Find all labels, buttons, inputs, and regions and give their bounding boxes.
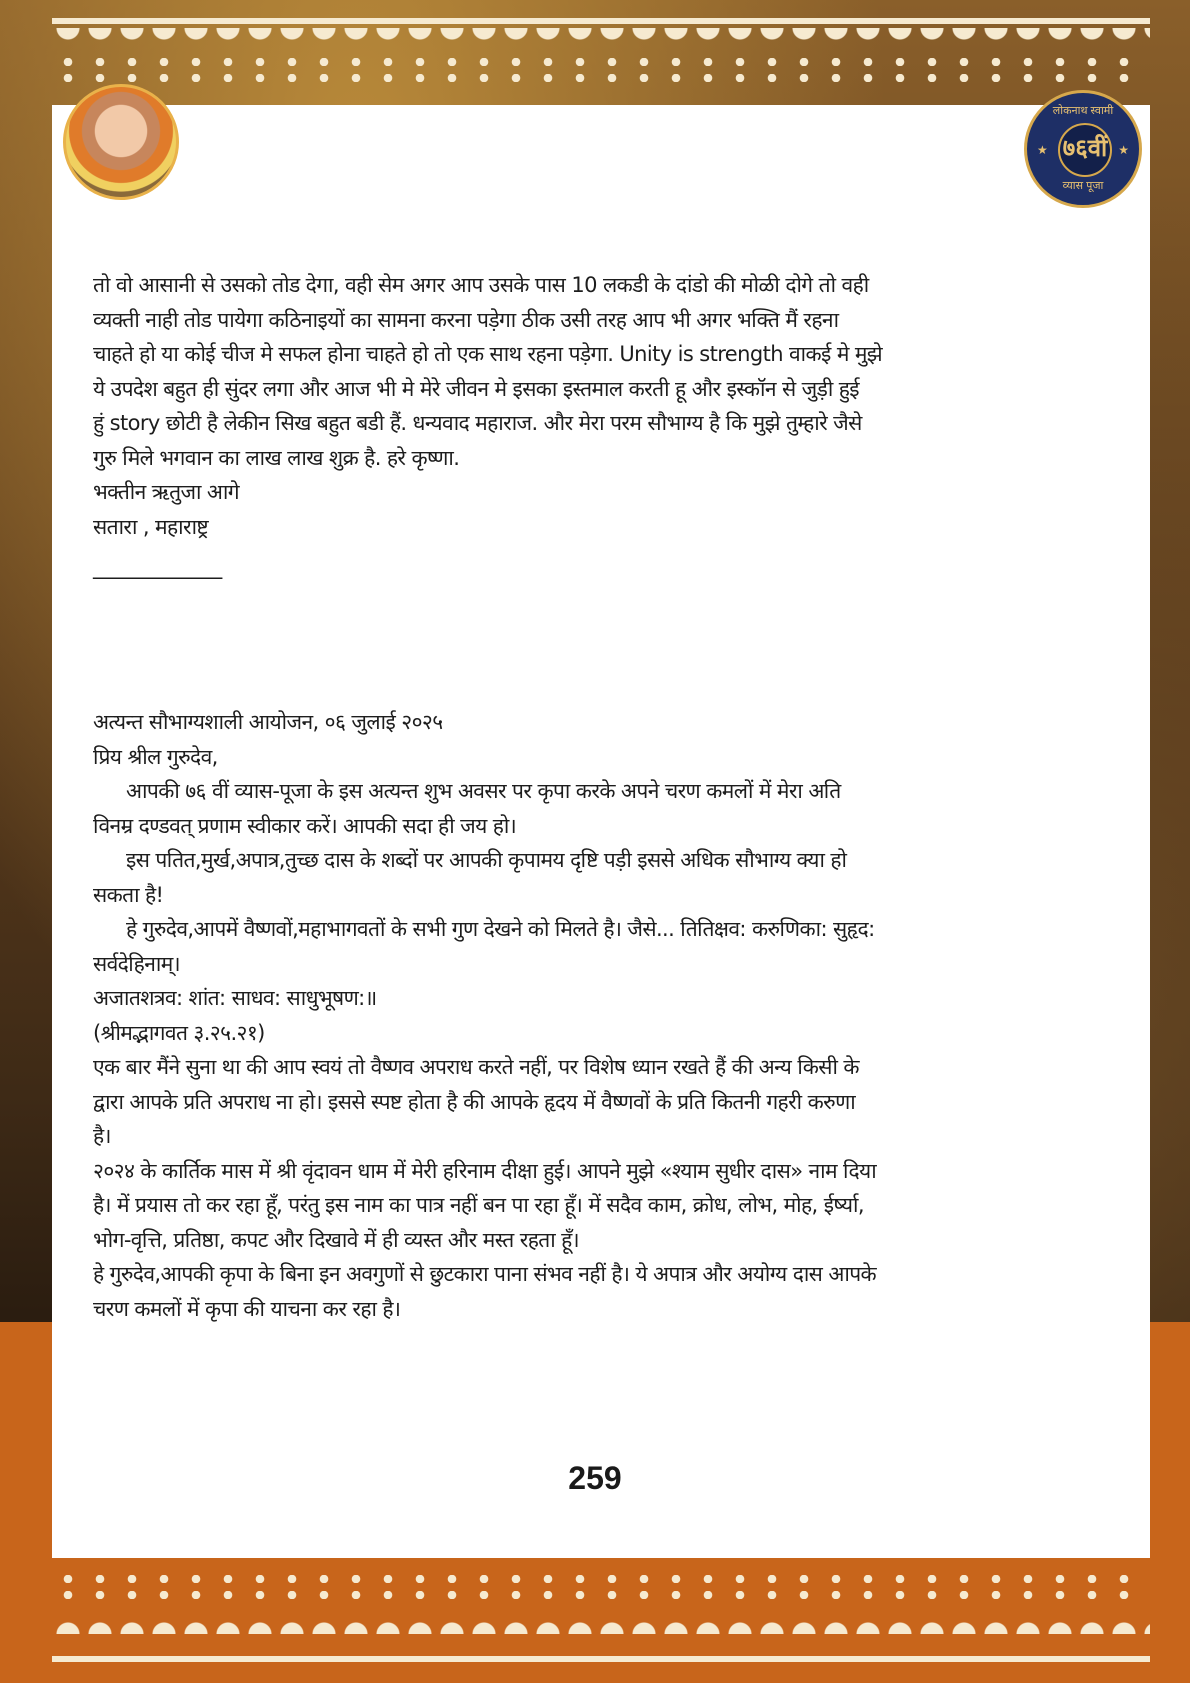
text-line: हे गुरुदेव,आपमें वैष्णवों,महाभागवतों के सभी गुण देखने को मिलते है। जैसे... तितिक्षव: करुणिका: सुहृद: xyxy=(126,917,875,941)
text-line: चाहते हो या कोई चीज मे सफल होना चाहते हो तो एक साथ रहना पड़ेगा. Unity is strength वाकई मे मुझे xyxy=(93,342,883,366)
seal-number: ७६वीं xyxy=(1058,123,1112,177)
text-line: अजातशत्रव: शांत: साधव: साधुभूषण:॥ xyxy=(93,986,377,1010)
text-line: हे गुरुदेव,आपकी कृपा के बिना इन अवगुणों से छुटकारा पाना संभव नहीं है। ये अपात्र और अयोग्य दास आपके xyxy=(93,1262,877,1286)
text-line: आपकी ७६ वीं व्यास-पूजा के इस अत्यन्त शुभ अवसर पर कृपा करके अपने चरण कमलों में मेरा अति xyxy=(126,779,841,803)
text-line: है। में प्रयास तो कर रहा हूँ, परंतु इस नाम का पात्र नहीं बन पा रहा हूँ। में सदैव काम, क्रोध, लोभ, मोह, ईर्ष्या, xyxy=(93,1193,864,1217)
letter-heading: अत्यन्त सौभाग्यशाली आयोजन, ०६ जुलाई २०२५ xyxy=(93,710,443,734)
top-dot-border xyxy=(52,74,1150,82)
vyasa-puja-seal-logo xyxy=(1024,90,1142,208)
text-line: एक बार मैंने सुना था की आप स्वयं तो वैष्णव अपराध करते नहीं, पर विशेष ध्यान रखते हैं की अन्य किसी के xyxy=(93,1055,859,1079)
text-line: हुं story छोटी है लेकीन सिख बहुत बडी हैं. धन्यवाद महाराज. और मेरा परम सौभाग्य है कि मुझे तुम्हारे जैसे xyxy=(93,411,862,435)
top-scallop-border xyxy=(52,28,1150,50)
text-line: व्यक्ती नाही तोड पायेगा कठिनाइयों का सामना करना पड़ेगा ठीक उसी तरह आप भी अगर भक्ति मैं रहना xyxy=(93,307,839,332)
location: सतारा , महाराष्ट्र xyxy=(93,514,209,539)
seal-bottom-text: व्यास पूजा xyxy=(1062,180,1104,192)
seal-top-text: लोकनाथ स्वामी xyxy=(1052,105,1114,117)
text-line: इस पतित,मुर्ख,अपात्र,तुच्छ दास के शब्दों पर आपकी कृपामय दृष्टि पड़ी इससे अधिक सौभाग्य क्या हो xyxy=(126,848,847,872)
star-icon: ★ xyxy=(1118,143,1129,157)
guru-portrait xyxy=(63,84,179,200)
text-line: तो वो आसानी से उसको तोड देगा, वही सेम अगर आप उसके पास 10 लकडी के दांडो की मोळी दोगे तो वही xyxy=(93,273,869,297)
salutation: प्रिय श्रील गुरुदेव, xyxy=(93,744,218,769)
text-line: २०२४ के कार्तिक मास में श्री वृंदावन धाम में मेरी हरिनाम दीक्षा हुई। आपने मुझे «श्याम सुधीर दास» नाम दिया xyxy=(93,1158,877,1183)
bottom-scallop-border xyxy=(52,1612,1150,1634)
verse-reference: (श्रीमद्भागवत ३.२५.२१) xyxy=(93,1020,265,1045)
text-line: विनम्र दण्डवत् प्रणाम स्वीकार करें। आपकी सदा ही जय हो। xyxy=(93,813,517,838)
text-line: गुरु मिले भगवान का लाख लाख शुक्र है. हरे कृष्णा. xyxy=(93,445,460,470)
signature: भक्तीन ऋतुजा आगे xyxy=(93,480,240,504)
letter-2 xyxy=(93,705,1113,1326)
text-line: सर्वदेहिनाम्। xyxy=(93,951,181,976)
text-line: भोग-वृत्ति, प्रतिष्ठा, कपट और दिखावे में ही व्यस्त और मस्त रहता हूँ। xyxy=(93,1227,580,1252)
top-border-strip xyxy=(52,18,1150,24)
text-line: चरण कमलों में कृपा की याचना कर रहा है। xyxy=(93,1296,401,1321)
text-line: है। xyxy=(93,1124,111,1148)
text-line: द्वारा आपके प्रति अपराध ना हो। इससे स्पष्ट होता है की आपके हृदय में वैष्णवों के प्रति कितनी गहरी करुणा xyxy=(93,1089,856,1114)
page-number: 259 xyxy=(568,1460,622,1496)
letter-1 xyxy=(93,268,1113,585)
bottom-border-strip xyxy=(52,1656,1150,1662)
bottom-dot-border xyxy=(52,1591,1150,1599)
bottom-dot-border xyxy=(52,1575,1150,1583)
text-line: ये उपदेश बहुत ही सुंदर लगा और आज भी मे मेरे जीवन मे इसका इस्तमाल करती हू और इस्कॉन से जुड़ी हुई xyxy=(93,376,860,401)
star-icon: ★ xyxy=(1037,143,1048,157)
text-line: सकता है! xyxy=(93,882,164,907)
top-dot-border xyxy=(52,58,1150,66)
separator-line: _____________ xyxy=(93,555,222,579)
